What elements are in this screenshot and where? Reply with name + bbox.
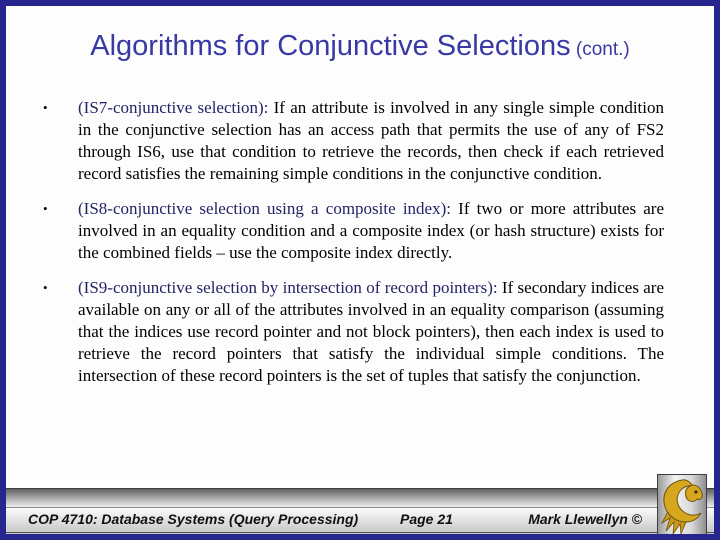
footer-top-band bbox=[0, 488, 720, 507]
footer-text-band bbox=[0, 507, 720, 533]
bullet-text-is8 bbox=[78, 198, 664, 264]
bullet-body-is9: If secondary indices are available on any or all of the attributes involved in an equality comparison (assuming that the indices use record pointer and not block pointers), then each index is used to retrieve the record pointers that satisfy the individual simple conditions. The intersection of these record pointers is the set of tuples that satisfy the conjunction. bbox=[78, 278, 664, 385]
bullet-list bbox=[40, 97, 664, 387]
pegasus-icon bbox=[660, 478, 704, 536]
bullet-body-is8: If two or more attributes are involved in an equality condition and a composite index (or hash structure) exists for the combined fields – use the composite index directly. bbox=[78, 199, 664, 262]
slide-title-cont: (cont.) bbox=[570, 39, 630, 60]
footer-bar bbox=[0, 488, 720, 540]
bullet-icon: • bbox=[43, 100, 48, 115]
bullet-item-is8 bbox=[40, 198, 664, 264]
bullet-lead-is7: (IS7-conjunctive selection): bbox=[78, 98, 269, 117]
bullet-item-is9 bbox=[40, 277, 664, 387]
ucf-pegasus-logo bbox=[657, 474, 707, 540]
bullet-text-is9 bbox=[78, 277, 664, 387]
footer-course-label: COP 4710: Database Systems (Query Processing) bbox=[28, 511, 359, 527]
footer-page-number: Page 21 bbox=[400, 511, 453, 527]
footer-author-label: Mark Llewellyn © bbox=[528, 511, 642, 527]
bullet-lead-is8: (IS8-conjunctive selection using a composite index): bbox=[78, 199, 451, 218]
bullet-lead-is9: (IS9-conjunctive selection by intersection of record pointers): bbox=[78, 278, 498, 297]
footer-bottom-band bbox=[0, 533, 720, 540]
slide-title bbox=[6, 6, 714, 68]
bullet-body-is7: If an attribute is involved in any single simple condition in the conjunctive selection has an access path that permits the use of any of FS2 through IS6, use that condition to retrieve the records, then check if each retrieved record satisfies the remaining simple conditions in the conjunctive condition. bbox=[78, 98, 664, 183]
bullet-text-is7 bbox=[78, 97, 664, 185]
bullet-item-is7 bbox=[40, 97, 664, 185]
bullet-icon: • bbox=[43, 201, 48, 216]
slide-title-text: Algorithms for Conjunctive Selections bbox=[90, 30, 571, 62]
bullet-icon: • bbox=[43, 280, 48, 295]
